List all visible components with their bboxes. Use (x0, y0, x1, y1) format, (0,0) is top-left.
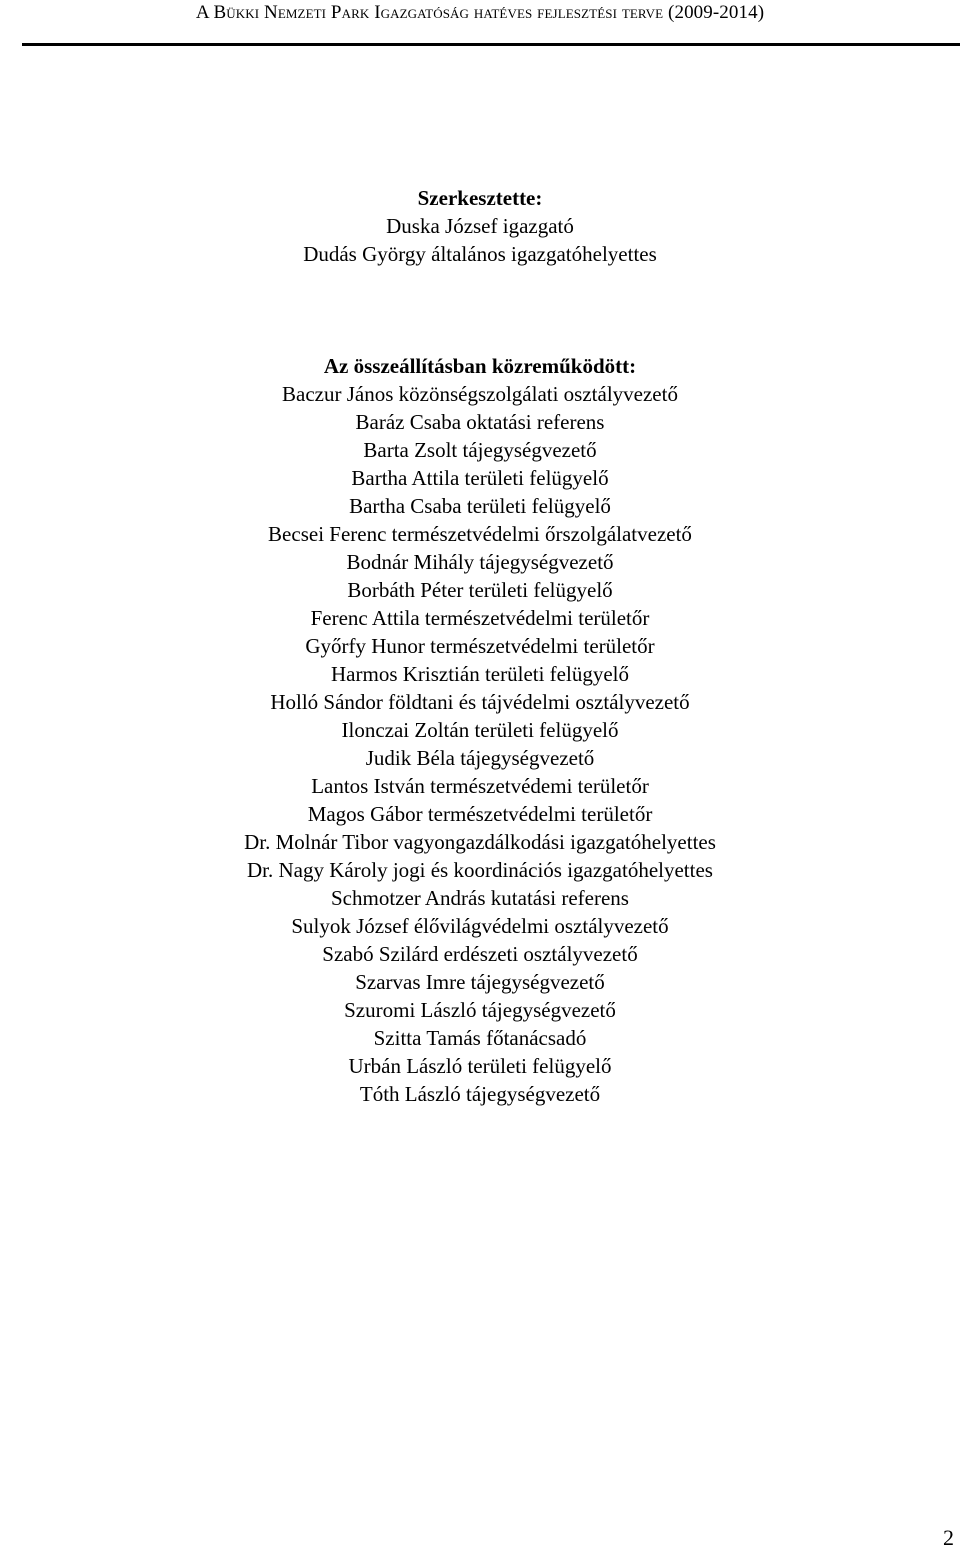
contributor-name: Barta Zsolt tájegységvezető (363, 438, 597, 462)
contributor-name: Baráz Csaba oktatási referens (355, 410, 605, 434)
contributor-name: Ferenc Attila természetvédelmi területőr (310, 606, 650, 630)
contributor-name: Szabó Szilárd erdészeti osztályvezető (322, 942, 638, 966)
contributor-name: Dr. Nagy Károly jogi és koordinációs igazgatóhelyettes (247, 858, 713, 882)
contributor-name: Judik Béla tájegységvezető (365, 746, 595, 770)
contributor-name: Szitta Tamás főtanácsadó (373, 1026, 587, 1050)
contributor-name: Szarvas Imre tájegységvezető (355, 970, 605, 994)
contributor-name: Schmotzer András kutatási referens (331, 886, 629, 910)
header-rule (22, 43, 960, 46)
contributor-name: Borbáth Péter területi felügyelő (347, 578, 613, 602)
contributor-name: Baczur János közönségszolgálati osztályvezető (282, 382, 678, 406)
contributor-name: Szuromi László tájegységvezető (344, 998, 616, 1022)
editors-section (0, 184, 960, 268)
editor-name: Dudás György általános igazgatóhelyettes (303, 242, 657, 266)
contributor-name: Bartha Attila területi felügyelő (351, 466, 609, 490)
contributor-name: Lantos István természetvédemi területőr (311, 774, 649, 798)
editor-name: Duska József igazgató (386, 214, 574, 238)
contributor-name: Ilonczai Zoltán területi felügyelő (341, 718, 619, 742)
header-title-prefix: A (195, 2, 214, 23)
editors-heading: Szerkesztette: (417, 186, 543, 210)
contributor-name: Győrfy Hunor természetvédelmi területőr (305, 634, 655, 658)
running-header (0, 2, 960, 24)
contributor-name: Dr. Molnár Tibor vagyongazdálkodási igazgatóhelyettes (244, 830, 716, 854)
contributor-name: Holló Sándor földtani és tájvédelmi osztályvezető (270, 690, 690, 714)
contributor-name: Urbán László területi felügyelő (348, 1054, 612, 1078)
header-title-suffix: (2009-2014) (663, 2, 765, 23)
contributors-heading: Az összeállításban közreműködött: (323, 354, 637, 378)
contributors-section (0, 352, 960, 1108)
contributor-name: Becsei Ferenc természetvédelmi őrszolgálatvezető (268, 522, 692, 546)
header-title-smallcaps: Bükki Nemzeti Park Igazgatóság hatéves fejlesztési terve (213, 2, 664, 23)
contributor-name: Bartha Csaba területi felügyelő (349, 494, 611, 518)
contributor-name: Harmos Krisztián területi felügyelő (331, 662, 629, 686)
contributor-name: Sulyok József élővilágvédelmi osztályvezető (291, 914, 669, 938)
page-number: 2 (943, 1525, 954, 1550)
contributor-name: Bodnár Mihály tájegységvezető (346, 550, 614, 574)
contributor-name: Magos Gábor természetvédelmi területőr (307, 802, 653, 826)
contributor-name: Tóth László tájegységvezető (359, 1082, 601, 1106)
